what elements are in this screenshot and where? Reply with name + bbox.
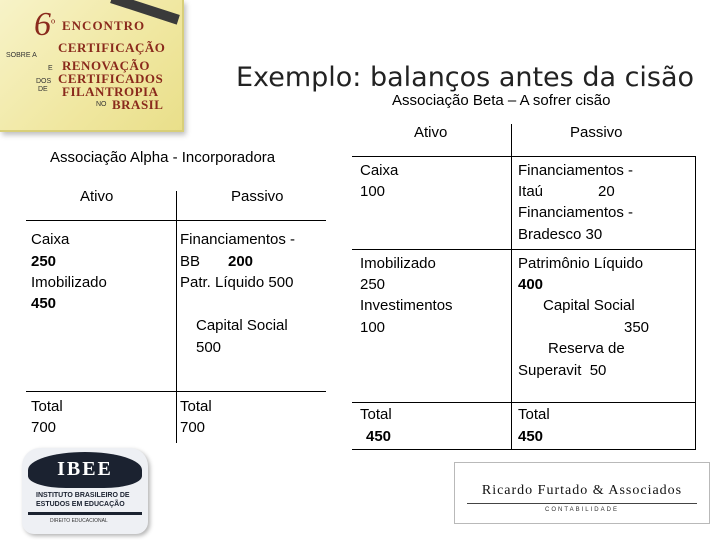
- alpha-divider-col: [176, 191, 177, 443]
- beta-divider-header: [352, 156, 696, 157]
- alpha-capital-social-value: 500: [196, 339, 222, 356]
- rf-logo-sub: CONTABILIDADE: [545, 507, 619, 513]
- alpha-header-ativo: Ativo: [80, 188, 114, 205]
- beta-passivo-reserva: Reserva de: [548, 340, 625, 357]
- beta-passivo-fin-bradesco: Financiamentos -: [518, 204, 634, 221]
- logo-small-no: NO: [96, 101, 107, 108]
- logo-word-certificacao: CERTIFICAÇÃO: [58, 40, 166, 55]
- logo-word-encontro: ENCONTRO: [62, 18, 146, 33]
- beta-passivo-superavit: Superavit 50: [518, 362, 607, 379]
- logo-word-renovacao: RENOVAÇÃO: [62, 58, 151, 73]
- logo-number: [34, 6, 55, 44]
- beta-ativo-imobilizado-value: 250: [360, 276, 386, 293]
- alpha-passivo-patr-liquido: Patr. Líquido 500: [180, 274, 294, 291]
- logo-number-ordinal: º: [51, 16, 56, 32]
- logo-small-dos: DOS: [36, 78, 52, 85]
- beta-passivo-pl-value: 400: [518, 276, 544, 293]
- event-logo: [0, 0, 184, 132]
- logo-small-de: DE: [38, 86, 48, 93]
- ibee-logo: [22, 448, 148, 534]
- logo-word-filantropia: FILANTROPIA: [62, 84, 159, 99]
- alpha-divider-total: [26, 391, 326, 392]
- alpha-heading: Associação Alpha - Incorporadora: [50, 149, 276, 166]
- beta-heading: Associação Beta – A sofrer cisão: [392, 92, 611, 109]
- alpha-passivo-bb: BB: [180, 253, 201, 270]
- rf-logo-name: Ricardo Furtado & Associados: [481, 483, 683, 498]
- beta-border-right: [695, 156, 696, 450]
- alpha-total-passivo-value: 700: [180, 419, 206, 436]
- rf-logo-rule: [467, 503, 697, 504]
- beta-border-bottom: [352, 449, 696, 450]
- beta-total-passivo-label: Total: [518, 406, 550, 423]
- beta-balance-table: [352, 120, 696, 450]
- beta-ativo-imobilizado: Imobilizado: [360, 255, 436, 272]
- alpha-capital-social-label: Capital Social: [196, 317, 288, 334]
- beta-passivo-pl: Patrimônio Líquido: [518, 255, 644, 272]
- ricardo-furtado-logo: [454, 462, 710, 524]
- beta-header-ativo: Ativo: [414, 124, 448, 141]
- alpha-divider-header: [26, 220, 326, 221]
- alpha-ativo-caixa-value: 250: [31, 253, 57, 270]
- alpha-header-passivo: Passivo: [231, 188, 284, 205]
- alpha-ativo-imobilizado-value: 450: [31, 295, 57, 312]
- beta-ativo-investimentos-value: 100: [360, 319, 386, 336]
- beta-passivo-itau: Itaú: [518, 183, 544, 200]
- ibee-logo-line2: ESTUDOS EM EDUCAÇÃO: [36, 501, 125, 508]
- beta-passivo-capital-social-value: 350: [624, 319, 650, 336]
- alpha-passivo-bb-value: 200: [228, 253, 254, 270]
- beta-ativo-investimentos: Investimentos: [360, 297, 453, 314]
- alpha-ativo-caixa: Caixa: [31, 231, 70, 248]
- alpha-balance-table: [26, 183, 326, 447]
- page-title: Exemplo: balanços antes da cisão: [236, 62, 695, 94]
- beta-divider-row2: [352, 402, 696, 403]
- ibee-logo-name: IBEE: [57, 458, 113, 480]
- beta-total-ativo-label: Total: [360, 406, 392, 423]
- beta-total-passivo-value: 450: [518, 428, 544, 445]
- logo-small-e: E: [48, 65, 53, 72]
- alpha-total-passivo-label: Total: [180, 398, 212, 415]
- logo-number-digit: 6: [34, 6, 51, 43]
- alpha-total-ativo-value: 700: [31, 419, 57, 436]
- beta-header-passivo: Passivo: [570, 124, 623, 141]
- beta-passivo-capital-social: Capital Social: [543, 297, 635, 314]
- ibee-logo-line1: INSTITUTO BRASILEIRO DE: [36, 492, 130, 499]
- ibee-logo-line3: DIREITO EDUCACIONAL: [50, 518, 108, 524]
- beta-passivo-itau-value: 20: [598, 183, 615, 200]
- beta-passivo-fin-itau: Financiamentos -: [518, 162, 634, 179]
- alpha-passivo-financiamentos: Financiamentos -: [180, 231, 296, 248]
- ibee-logo-stripe: [28, 512, 142, 515]
- alpha-total-ativo-label: Total: [31, 398, 63, 415]
- beta-total-ativo-value: 450: [366, 428, 392, 445]
- logo-word-certificados: CERTIFICADOS: [58, 71, 164, 86]
- logo-small-sobre: SOBRE A: [6, 52, 37, 59]
- logo-word-brasil: BRASIL: [112, 97, 164, 112]
- beta-ativo-caixa-value: 100: [360, 183, 386, 200]
- beta-divider-row1: [352, 249, 696, 250]
- alpha-ativo-imobilizado: Imobilizado: [31, 274, 107, 291]
- beta-passivo-bradesco: Bradesco 30: [518, 226, 603, 243]
- beta-ativo-caixa: Caixa: [360, 162, 399, 179]
